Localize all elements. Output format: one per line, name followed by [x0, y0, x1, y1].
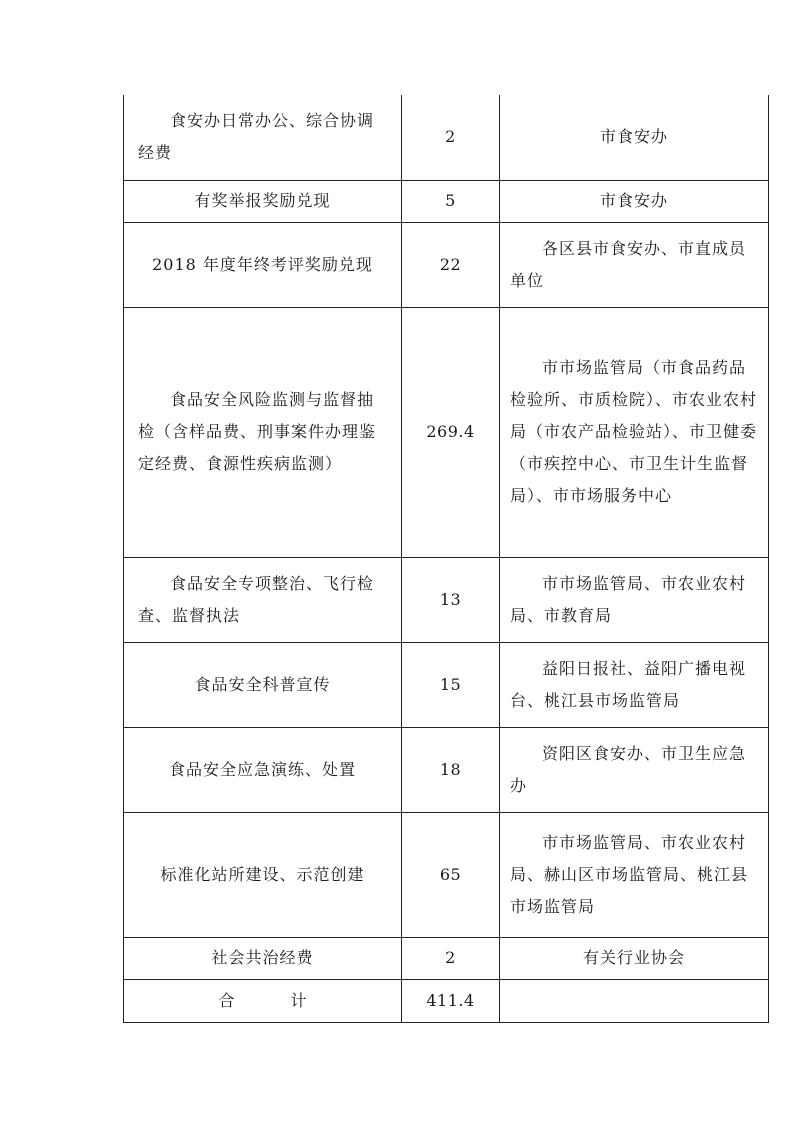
- table-row: [124, 557, 769, 642]
- amount-cell: 13: [402, 557, 500, 642]
- item-cell: 食品安全风险监测与监督抽检（含样品费、刑事案件办理鉴定经费、食源性疾病监测）: [124, 307, 402, 557]
- unit-cell: 有关行业协会: [500, 937, 769, 979]
- unit-cell: 益阳日报社、益阳广播电视台、桃江县市场监管局: [500, 642, 769, 727]
- item-cell: 2018 年度年终考评奖励兑现: [124, 222, 402, 307]
- item-cell: 社会共治经费: [124, 937, 402, 979]
- unit-cell: 资阳区食安办、市卫生应急办: [500, 727, 769, 812]
- item-cell: 标准化站所建设、示范创建: [124, 812, 402, 937]
- total-amount-cell: 411.4: [402, 979, 500, 1022]
- table-row: [124, 727, 769, 812]
- table-row: [124, 307, 769, 557]
- total-row: [124, 979, 769, 1022]
- amount-cell: 65: [402, 812, 500, 937]
- amount-cell: 2: [402, 937, 500, 979]
- total-label: 合计: [218, 990, 363, 1010]
- item-cell: 有奖举报奖励兑现: [124, 180, 402, 222]
- table-row: [124, 95, 769, 180]
- item-cell: 食安办日常办公、综合协调经费: [124, 95, 402, 180]
- table-row: [124, 937, 769, 979]
- unit-cell: 市市场监管局、市农业农村局、赫山区市场监管局、桃江县市场监管局: [500, 812, 769, 937]
- item-cell: 食品安全专项整治、飞行检查、监督执法: [124, 557, 402, 642]
- unit-cell: 各区县市食安办、市直成员单位: [500, 222, 769, 307]
- unit-cell: 市市场监管局（市食品药品检验所、市质检院）、市农业农村局（市农产品检验站）、市卫健委（市疾控中心、市卫生计生监督局）、市市场服务中心: [500, 307, 769, 557]
- budget-table: [123, 95, 769, 1023]
- table-row: [124, 642, 769, 727]
- amount-cell: 22: [402, 222, 500, 307]
- amount-cell: 269.4: [402, 307, 500, 557]
- unit-cell: 市市场监管局、市农业农村局、市教育局: [500, 557, 769, 642]
- amount-cell: 2: [402, 95, 500, 180]
- item-cell: 食品安全科普宣传: [124, 642, 402, 727]
- amount-cell: 15: [402, 642, 500, 727]
- amount-cell: 18: [402, 727, 500, 812]
- total-unit-cell: [500, 979, 769, 1022]
- table-row: [124, 180, 769, 222]
- unit-cell: 市食安办: [500, 95, 769, 180]
- amount-cell: 5: [402, 180, 500, 222]
- table-row: [124, 222, 769, 307]
- total-label-cell: [124, 979, 402, 1022]
- table-row: [124, 812, 769, 937]
- unit-cell: 市食安办: [500, 180, 769, 222]
- item-cell: 食品安全应急演练、处置: [124, 727, 402, 812]
